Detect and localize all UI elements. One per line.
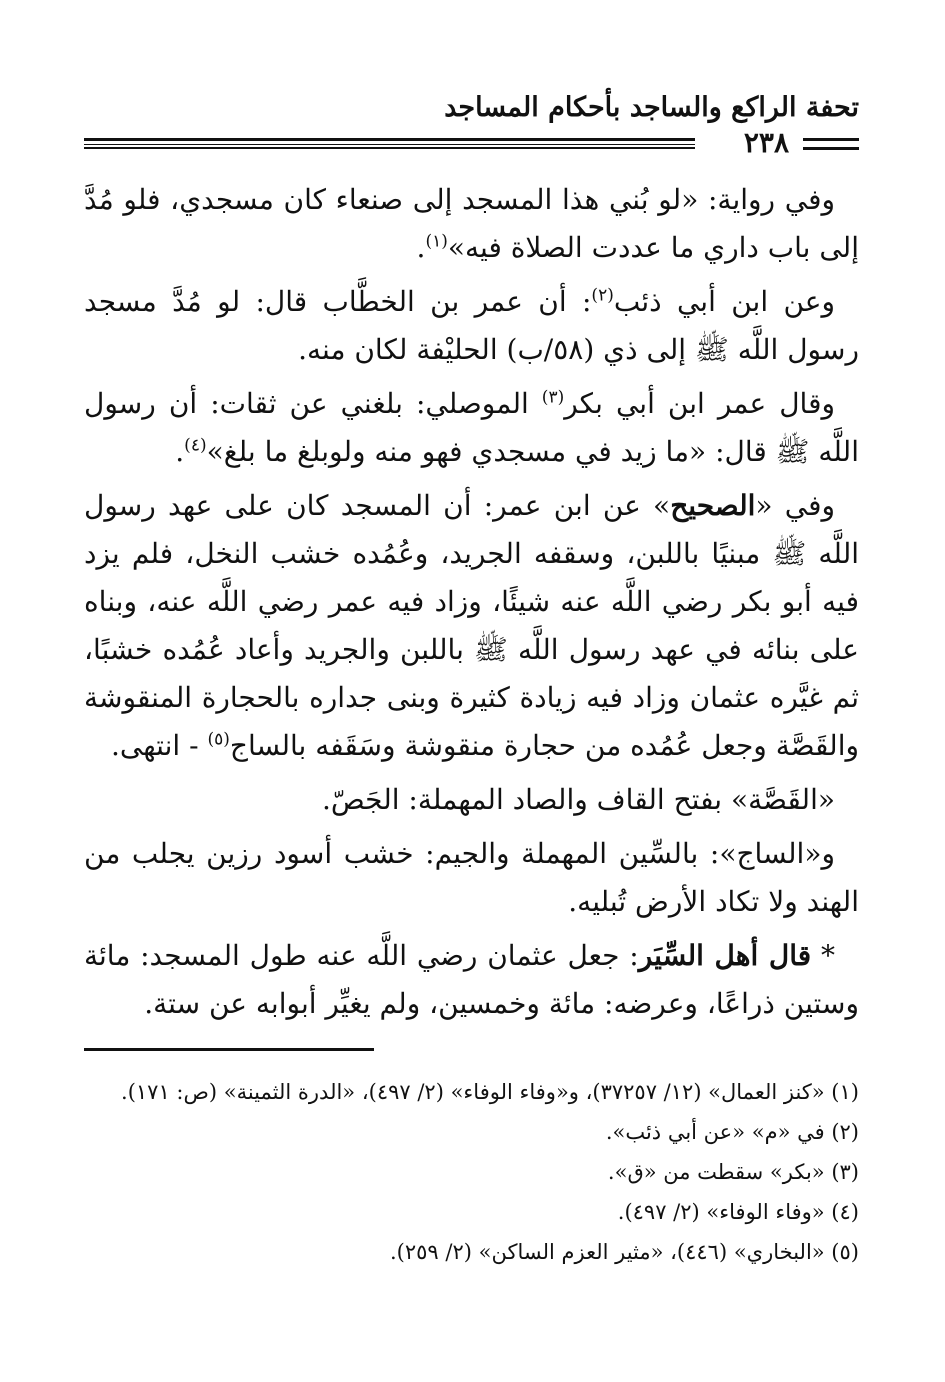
- footnote-ref: (٣): [541, 387, 565, 408]
- paragraph-3: [84, 380, 859, 476]
- paragraph-2: [84, 278, 859, 374]
- paragraph-6: [84, 830, 859, 926]
- footnote-1: (١) «كنز العمال» (١٢/ ٣٧٢٥٧)، و«وفاء الوفاء» (٢/ ٤٩٧)، «الدرة الثمينة» (ص: ١٧١).: [121, 1080, 859, 1104]
- bold-term: قال أهل السِّيَر: [638, 939, 812, 972]
- footnote-ref: (٥): [207, 729, 230, 750]
- paragraph-text: » عن ابن عمر: أن المسجد كان على عهد رسول اللَّه ﷺ مبنيًا باللبن، وسقفه الجريد، وعُمُده خشب النخل، فلم يزد فيه أبو بكر رضي اللَّه عنه شيئًا، وزاد فيه عمر رضي اللَّه عنه، وبناه على بنائه في عهد رسول اللَّه ﷺ باللبن والجريد وأعاد عُمُده خشبًا، ثم غيَّره عثمان وزاد فيه زيادة كثيرة وبنى جداره بالحجارة المنقوشة والقَصَّة وجعل عُمُده من حجارة منقوشة وسَقَفه بالساج: [84, 489, 859, 762]
- paragraph-7: [84, 932, 859, 1028]
- page-number: ٢٣٨: [743, 126, 789, 159]
- paragraph-tail: الموصلي: بلغني عن ثقات: أن رسول اللَّه ﷺ قال: «ما زيد في مسجدي فهو منه ولوبلغ ما بلغ»: [84, 387, 859, 468]
- footnote-4: (٤) «وفاء الوفاء» (٢/ ٤٩٧).: [617, 1200, 859, 1224]
- paragraph-tail: .: [175, 435, 185, 468]
- running-title: تحفة الراكع والساجد بأحكام المساجد: [444, 92, 859, 123]
- paragraph-tail: - انتهى.: [111, 729, 208, 762]
- footnotes: [84, 1072, 859, 1272]
- paragraph-text: و«الساج»: بالسِّين المهملة والجيم: خشب أسود رزين يجلب من الهند ولا تكاد الأرض تُبليه.: [84, 837, 859, 918]
- footnote-5: (٥) «البخاري» (٤٤٦)، «مثير العزم الساكن» (٢/ ٢٥٩).: [389, 1240, 859, 1264]
- paragraph-text: : جعل عثمان رضي اللَّه عنه طول المسجد: مائة وستين ذراعًا، وعرضه: مائة وخمسين، ولم يغيِّر أبوابه عن ستة.: [84, 939, 859, 1020]
- paragraph-text: «القَصَّة» بفتح القاف والصاد المهملة: الجَصّ.: [321, 783, 835, 816]
- paragraph-lead: *: [811, 939, 835, 972]
- footnote-ref: (١): [425, 231, 448, 252]
- footnote-3: (٣) «بكر» سقطت من «ق».: [607, 1160, 859, 1184]
- paragraph-text: وعن ابن أبي ذئب: [613, 285, 835, 318]
- main-text: [84, 176, 859, 1034]
- footnote-2: (٢) في «م» «عن أبي ذئب».: [605, 1120, 859, 1144]
- paragraph-lead: وفي «: [755, 489, 835, 522]
- footnote-separator: [84, 1048, 374, 1051]
- header-rule: [84, 126, 859, 159]
- bold-term: الصحيح: [670, 489, 756, 522]
- paragraph-5: [84, 776, 859, 824]
- header-rule-long: [84, 138, 695, 145]
- paragraph-tail: .: [416, 231, 426, 264]
- paragraph-tail: : أن عمر بن الخطَّاب قال: لو مُدَّ مسجد رسول اللَّه ﷺ إلى ذي (٥٨/ب) الحليْفة لكان منه.: [84, 285, 859, 366]
- paragraph-text: وقال عمر ابن أبي بكر: [564, 387, 835, 420]
- footnote-ref: (٢): [591, 285, 614, 306]
- header-rule-short: [803, 138, 859, 150]
- paragraph-text: وفي رواية: «لو بُني هذا المسجد إلى صنعاء كان مسجدي، فلو مُدَّ إلى باب داري ما عددت الصلاة فيه»: [84, 183, 859, 264]
- footnote-ref: (٤): [184, 435, 207, 456]
- paragraph-4: [84, 482, 859, 770]
- paragraph-1: [84, 176, 859, 272]
